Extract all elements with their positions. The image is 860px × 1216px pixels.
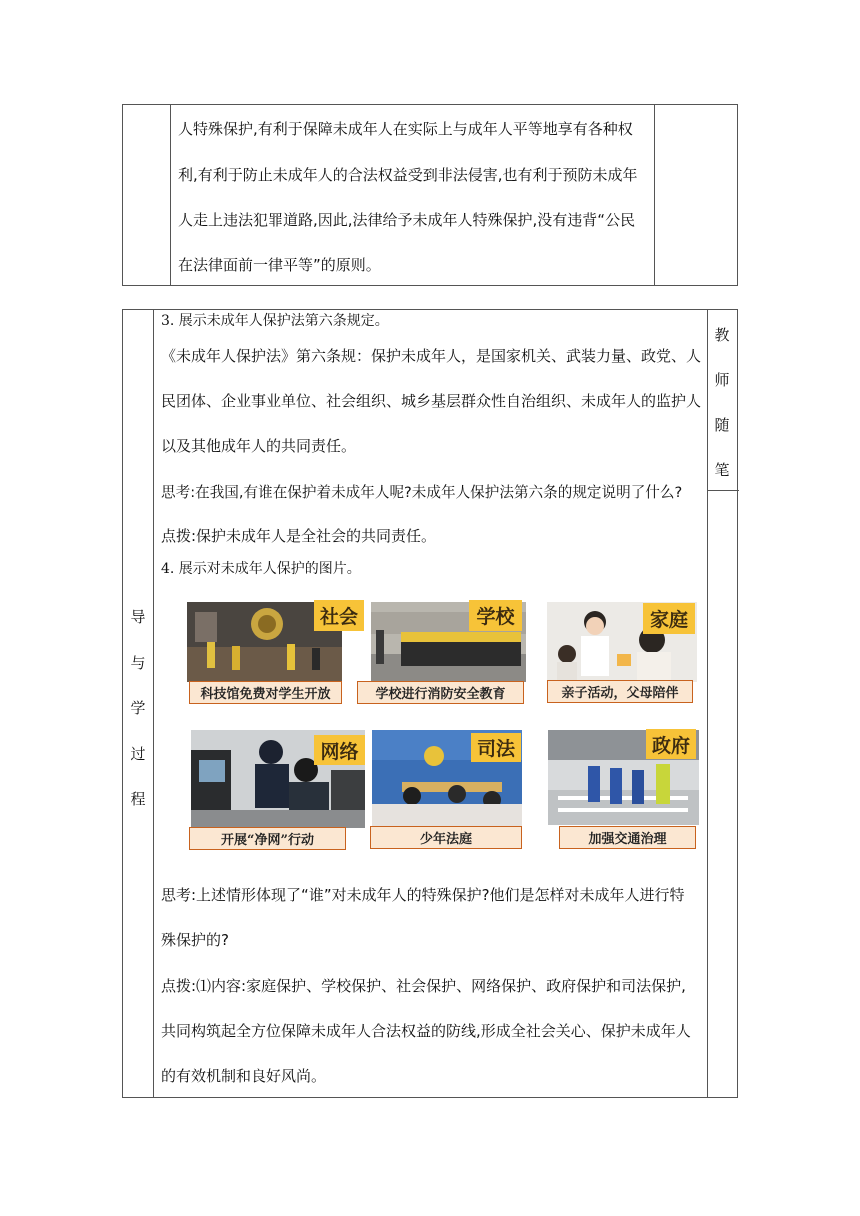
hint1-line: 点拨:保护未成年人是全社会的共同责任。: [161, 527, 437, 545]
tag-internet: 网络: [314, 735, 365, 765]
tag-government: 政府: [646, 729, 696, 759]
table-top-line-3: 人走上违法犯罪道路,因此,法律给予未成年人特殊保护,没有违背“公民: [178, 211, 636, 229]
think2-line-1: 思考:上述情形体现了“谁”对未成年人的特殊保护?他们是怎样对未成年人进行特: [161, 886, 685, 904]
caption-school: 学校进行消防安全教育: [357, 681, 524, 704]
caption-government: 加强交通治理: [559, 826, 696, 849]
notes-label-char-4: 笔: [714, 461, 730, 479]
law-line-1: 《未成年人保护法》第六条规：保护未成年人，是国家机关、武装力量、政党、人: [161, 347, 702, 365]
caption-internet: 开展“净网”行动: [189, 827, 346, 850]
caption-family: 亲子活动，父母陪伴: [547, 680, 693, 703]
think2-line-2: 殊保护的?: [161, 931, 229, 949]
table-main-divider-left: [153, 310, 154, 1097]
tag-society: 社会: [314, 600, 364, 631]
law-line-3: 以及其他成年人的共同责任。: [161, 437, 357, 455]
left-label-char-5: 程: [130, 790, 146, 808]
left-label-char-1: 导: [130, 608, 146, 626]
hint2-line-3: 的有效机制和良好风尚。: [161, 1067, 327, 1085]
notes-label-char-3: 随: [714, 416, 730, 434]
notes-cell-bottom: [707, 490, 739, 491]
caption-society: 科技馆免费对学生开放: [189, 681, 342, 704]
left-label-char-2: 与: [130, 654, 146, 672]
table-top-divider-left: [170, 105, 171, 285]
table-top-line-2: 利,有利于防止未成年人的合法权益受到非法侵害,也有利于预防未成年: [178, 166, 638, 184]
table-top-line-1: 人特殊保护,有利于保障未成年人在实际上与成年人平等地享有各种权: [178, 120, 633, 138]
law-line-2: 民团体、企业事业单位、社会组织、城乡基层群众性自治组织、未成年人的监护人: [161, 392, 702, 410]
tag-family: 家庭: [643, 603, 695, 634]
tag-school: 学校: [469, 600, 522, 631]
table-top-line-4: 在法律面前一律平等”的原则。: [178, 256, 381, 274]
item3-heading: 3. 展示未成年人保护法第六条规定。: [161, 313, 389, 329]
table-top-divider-right: [654, 105, 655, 285]
caption-judicial: 少年法庭: [370, 826, 522, 849]
hint2-line-2: 共同构筑起全方位保障未成年人合法权益的防线,形成全社会关心、保护未成年人: [161, 1022, 691, 1040]
left-label-char-4: 过: [130, 745, 146, 763]
item4-heading: 4. 展示对未成年人保护的图片。: [161, 561, 361, 577]
table-main-divider-right: [707, 310, 708, 1097]
notes-label-char-2: 师: [714, 371, 730, 389]
hint2-line-1: 点拨:⑴内容:家庭保护、学校保护、社会保护、网络保护、政府保护和司法保护,: [161, 977, 686, 995]
think1-line: 思考:在我国,有谁在保护着未成年人呢?未成年人保护法第六条的规定说明了什么?: [161, 484, 683, 501]
notes-label-char-1: 教: [714, 326, 730, 344]
left-label-char-3: 学: [130, 699, 146, 717]
tag-judicial: 司法: [471, 733, 521, 762]
